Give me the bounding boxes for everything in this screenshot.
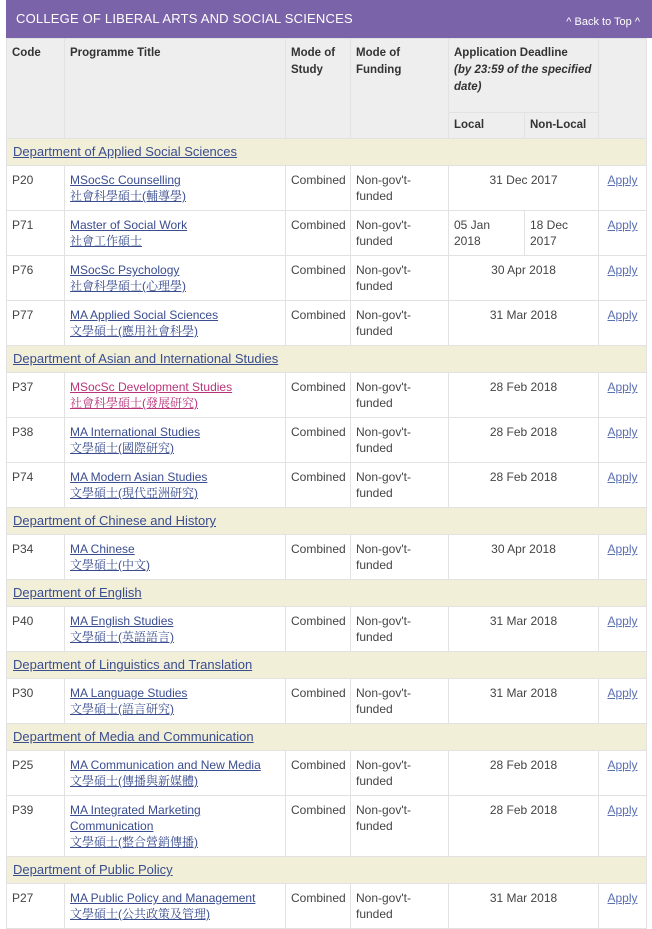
programme-row (7, 796, 647, 857)
apply-link[interactable]: Apply (607, 173, 638, 187)
programme-title-link[interactable]: MA Applied Social Sciences (70, 308, 219, 322)
programme-row (7, 418, 647, 463)
programme-section (6, 0, 652, 929)
programme-title-chinese-link[interactable]: 文學碩士(語言研究) (70, 702, 174, 716)
department-link[interactable]: Department of Linguistics and Translation (13, 657, 253, 672)
programme-code: P37 (12, 380, 34, 394)
apply-link[interactable]: Apply (607, 803, 638, 817)
programme-code: P77 (12, 308, 34, 322)
programme-code: P71 (12, 218, 34, 232)
mode-of-funding: Non-gov't-funded (356, 218, 411, 248)
mode-of-funding: Non-gov't-funded (356, 263, 411, 293)
programme-row (7, 166, 647, 211)
mode-of-funding: Non-gov't-funded (356, 470, 411, 500)
mode-of-funding: Non-gov't-funded (356, 614, 411, 644)
mode-of-study: Combined (291, 173, 346, 187)
programme-title-link[interactable]: MA Language Studies (70, 686, 188, 700)
mode-of-funding: Non-gov't-funded (356, 173, 411, 203)
college-banner (6, 0, 652, 38)
mode-of-funding: Non-gov't-funded (356, 803, 411, 833)
header-application-deadline: Application Deadline (by 23:59 of the specified date) (449, 39, 599, 113)
programme-row (7, 256, 647, 301)
programme-row (7, 535, 647, 580)
college-title: COLLEGE OF LIBERAL ARTS AND SOCIAL SCIENCES (16, 11, 353, 26)
mode-of-study: Combined (291, 380, 346, 394)
programme-title-link[interactable]: MA English Studies (70, 614, 174, 628)
programme-row (7, 751, 647, 796)
programme-title-link[interactable]: MA Modern Asian Studies (70, 470, 208, 484)
deadline: 31 Mar 2018 (489, 308, 558, 322)
apply-link[interactable]: Apply (607, 263, 638, 277)
mode-of-funding: Non-gov't-funded (356, 308, 411, 338)
deadline: 31 Mar 2018 (489, 891, 558, 905)
programme-code: P20 (12, 173, 34, 187)
apply-link[interactable]: Apply (607, 470, 638, 484)
programme-row (7, 373, 647, 418)
programme-title-link[interactable]: MA International Studies (70, 425, 201, 439)
programme-row (7, 679, 647, 724)
mode-of-study: Combined (291, 614, 346, 628)
mode-of-funding: Non-gov't-funded (356, 380, 411, 410)
apply-link[interactable]: Apply (607, 380, 638, 394)
mode-of-funding: Non-gov't-funded (356, 758, 411, 788)
mode-of-funding: Non-gov't-funded (356, 425, 411, 455)
deadline: 28 Feb 2018 (489, 380, 558, 394)
department-row (7, 580, 647, 607)
apply-link[interactable]: Apply (607, 758, 638, 772)
department-link[interactable]: Department of English (13, 585, 142, 600)
apply-link[interactable]: Apply (607, 218, 638, 232)
mode-of-study: Combined (291, 758, 346, 772)
apply-link[interactable]: Apply (607, 891, 638, 905)
apply-link[interactable]: Apply (607, 686, 638, 700)
header-local: Local (449, 113, 525, 139)
programme-title-chinese-link[interactable]: 文學碩士(公共政策及管理) (70, 907, 210, 921)
department-row (7, 652, 647, 679)
department-link[interactable]: Department of Media and Communication (13, 729, 254, 744)
deadline: 30 Apr 2018 (491, 542, 556, 556)
programme-code: P40 (12, 614, 34, 628)
programme-row (7, 884, 647, 929)
header-code: Code (7, 39, 65, 139)
programme-title-chinese-link[interactable]: 社會工作碩士 (70, 234, 143, 248)
mode-of-funding: Non-gov't-funded (356, 891, 411, 921)
mode-of-study: Combined (291, 803, 346, 817)
deadline: 28 Feb 2018 (489, 758, 558, 772)
mode-of-study: Combined (291, 425, 346, 439)
programme-code: P25 (12, 758, 34, 772)
programme-row (7, 463, 647, 508)
department-row (7, 857, 647, 884)
deadline-local: 05 Jan 2018 (454, 218, 491, 248)
programme-code: P27 (12, 891, 34, 905)
programme-title-chinese-link[interactable]: 文學碩士(國際研究) (70, 441, 174, 455)
deadline-note: (by 23:59 of the specified date) (454, 64, 592, 93)
programme-row (7, 211, 647, 256)
department-link[interactable]: Department of Public Policy (13, 862, 173, 877)
mode-of-study: Combined (291, 263, 346, 277)
mode-of-study: Combined (291, 542, 346, 556)
programme-code: P38 (12, 425, 34, 439)
department-row (7, 724, 647, 751)
programme-title-link[interactable]: Master of Social Work (70, 218, 188, 232)
programme-title-chinese-link[interactable]: 社會科學碩士(發展研究) (70, 396, 198, 410)
mode-of-study: Combined (291, 686, 346, 700)
mode-of-study: Combined (291, 470, 346, 484)
programme-title-link[interactable]: MA Communication and New Media (70, 758, 261, 772)
header-mode-of-study: Mode of Study (286, 39, 351, 139)
department-link[interactable]: Department of Chinese and History (13, 513, 217, 528)
programme-title-link[interactable]: MSocSc Counselling (70, 173, 181, 187)
programme-title-link[interactable]: MA Public Policy and Management (70, 891, 256, 905)
programme-title-chinese-link[interactable]: 社會科學碩士(心理學) (70, 279, 186, 293)
back-to-top-link[interactable]: ^ Back to Top ^ (566, 16, 640, 28)
programme-title-link[interactable]: MA Integrated Marketing Communication (70, 803, 201, 833)
programme-code: P76 (12, 263, 34, 277)
department-row (7, 346, 647, 373)
programme-code: P34 (12, 542, 34, 556)
header-non-local: Non-Local (525, 113, 599, 139)
department-row (7, 139, 647, 166)
mode-of-funding: Non-gov't-funded (356, 686, 411, 716)
deadline: 31 Mar 2018 (489, 686, 558, 700)
department-link[interactable]: Department of Applied Social Sciences (13, 144, 238, 159)
programme-title-chinese-link[interactable]: 社會科學碩士(輔導學) (70, 189, 186, 203)
mode-of-study: Combined (291, 218, 346, 232)
header-programme-title: Programme Title (65, 39, 286, 139)
programme-title-chinese-link[interactable]: 文學碩士(英語語言) (70, 630, 174, 644)
programme-row (7, 607, 647, 652)
programme-title-link[interactable]: MSocSc Psychology (70, 263, 180, 277)
programme-title-chinese-link[interactable]: 文學碩士(傳播與新媒體) (70, 774, 198, 788)
programme-title-chinese-link[interactable]: 文學碩士(整合營銷傳播) (70, 835, 198, 849)
mode-of-funding: Non-gov't-funded (356, 542, 411, 572)
deadline: 28 Feb 2018 (489, 470, 558, 484)
deadline: 31 Mar 2018 (489, 614, 558, 628)
programme-title-chinese-link[interactable]: 文學碩士(中文) (70, 558, 150, 572)
header-apply (599, 39, 647, 139)
apply-link[interactable]: Apply (607, 425, 638, 439)
deadline: 31 Dec 2017 (489, 173, 558, 187)
deadline: 28 Feb 2018 (489, 803, 558, 817)
programme-row (7, 301, 647, 346)
mode-of-study: Combined (291, 891, 346, 905)
programme-table (6, 38, 647, 929)
programme-title-chinese-link[interactable]: 文學碩士(現代亞洲研究) (70, 486, 198, 500)
deadline: 28 Feb 2018 (489, 425, 558, 439)
apply-link[interactable]: Apply (607, 542, 638, 556)
programme-code: P74 (12, 470, 34, 484)
programme-code: P39 (12, 803, 34, 817)
mode-of-study: Combined (291, 308, 346, 322)
programme-code: P30 (12, 686, 34, 700)
deadline: 30 Apr 2018 (491, 263, 556, 277)
department-link[interactable]: Department of Asian and International Studies (13, 351, 279, 366)
programme-title-link[interactable]: MA Chinese (70, 542, 135, 556)
department-row (7, 508, 647, 535)
header-mode-of-funding: Mode of Funding (351, 39, 449, 139)
programme-title-link[interactable]: MSocSc Development Studies (70, 380, 233, 394)
deadline-non-local: 18 Dec 2017 (530, 218, 569, 248)
programme-title-chinese-link[interactable]: 文學碩士(應用社會科學) (70, 324, 198, 338)
apply-link[interactable]: Apply (607, 308, 638, 322)
apply-link[interactable]: Apply (607, 614, 638, 628)
